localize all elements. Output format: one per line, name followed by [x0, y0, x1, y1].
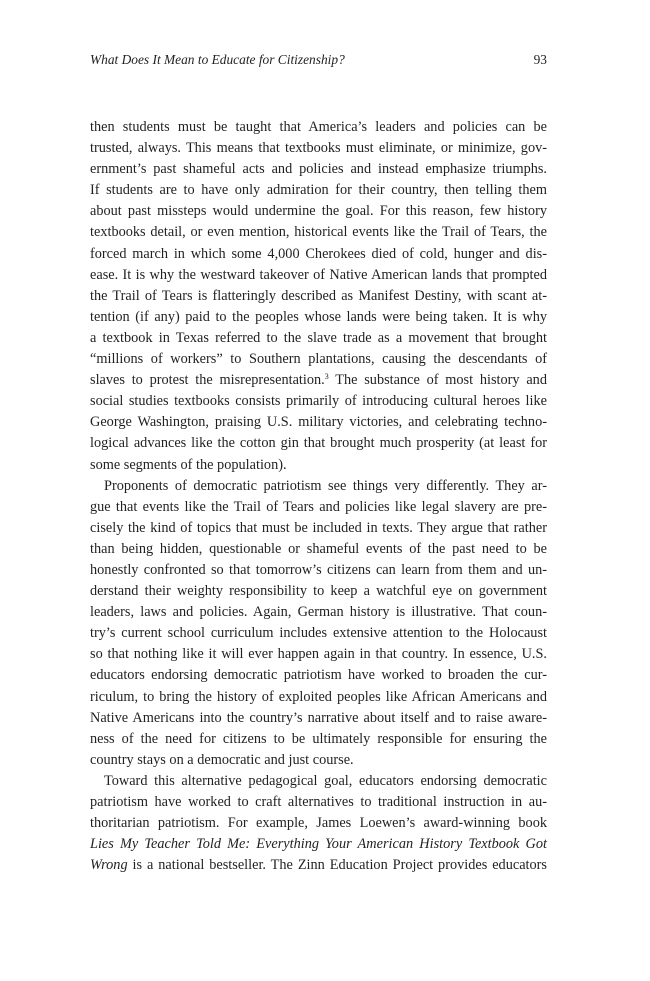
text-run: ness of the need for citizens to be ultimately responsible for ensuring the — [90, 730, 547, 747]
text-line — [90, 222, 547, 243]
running-head — [90, 50, 547, 70]
paragraph — [90, 771, 547, 876]
text-run: If students are to have only admiration for their country, then telling them — [90, 182, 547, 199]
text-line — [90, 729, 547, 750]
text-run: about past missteps would undermine the goal. For this reason, few history — [90, 203, 547, 220]
text-line — [90, 708, 547, 729]
text-line — [90, 433, 547, 454]
text-run: ease. It is why the westward takeover of Native American lands that prompted — [90, 266, 547, 283]
text-run: tention (if any) paid to the peoples whose lands were being taken. It is why — [90, 308, 547, 325]
text-run: so that nothing like it will ever happen again in that country. In essence, U.S. — [90, 646, 547, 663]
text-run: George Washington, praising U.S. military victories, and celebrating techno- — [90, 414, 547, 431]
body-text — [90, 117, 547, 876]
paragraph — [90, 476, 547, 771]
footnote-marker: 3 — [324, 372, 329, 382]
text-run: Proponents of democratic patriotism see things very differently. They ar- — [104, 477, 547, 494]
text-line — [90, 159, 547, 180]
text-run: than being hidden, questionable or shameful events of the past need to be — [90, 540, 547, 557]
text-line — [90, 539, 547, 560]
text-line — [90, 855, 547, 876]
text-run: ernment’s past shameful acts and policies and instead emphasize triumphs. — [90, 161, 547, 178]
text-run: leaders, laws and policies. Again, German history is illustrative. That coun- — [90, 604, 547, 621]
text-line — [90, 412, 547, 433]
text-line — [90, 665, 547, 686]
text-line — [90, 792, 547, 813]
text-line — [90, 328, 547, 349]
text-run: try’s current school curriculum includes extensive attention to the Holocaust — [90, 625, 547, 642]
text-line — [90, 813, 547, 834]
text-run: country stays on a democratic and just course. — [90, 751, 354, 768]
text-run: riculum, to bring the history of exploited peoples like African Americans and — [90, 688, 547, 705]
text-line — [90, 834, 547, 855]
text-line — [90, 244, 547, 265]
text-line — [90, 286, 547, 307]
text-run: gue that events like the Trail of Tears and policies like legal slavery are pre- — [90, 498, 547, 515]
text-run: forced march in which some 4,000 Cherokees died of cold, hunger and dis- — [90, 245, 547, 262]
text-line — [90, 518, 547, 539]
text-line — [90, 265, 547, 286]
text-line — [90, 476, 547, 497]
text-line — [90, 349, 547, 370]
text-line — [90, 370, 547, 391]
text-line — [90, 687, 547, 708]
text-line — [90, 391, 547, 412]
text-run: trusted, always. This means that textbooks must eliminate, or minimize, gov- — [90, 140, 547, 157]
text-run: derstand their weighty responsibility to keep a watchful eye on government — [90, 583, 547, 600]
text-run: The substance of most history and — [328, 372, 547, 389]
text-line — [90, 201, 547, 222]
text-run: thoritarian patriotism. For example, James Loewen’s award-winning book — [90, 815, 547, 832]
text-line — [90, 644, 547, 665]
italic-title: Lies My Teacher Told Me: Everything Your American History Textbook Got — [90, 836, 547, 853]
text-run: the Trail of Tears is flatteringly described as Manifest Destiny, with scant at- — [90, 287, 547, 304]
text-line — [90, 581, 547, 602]
text-run: slaves to protest the misrepresentation. — [90, 372, 325, 389]
text-run: cisely the kind of topics that must be included in texts. They argue that rather — [90, 519, 547, 536]
text-run: some segments of the population). — [90, 456, 287, 473]
text-run: Native Americans into the country’s narrative about itself and to raise aware- — [90, 709, 547, 726]
text-run: social studies textbooks consists primarily of introducing cultural heroes like — [90, 393, 547, 410]
text-run: a textbook in Texas referred to the slave trade as a movement that brought — [90, 329, 547, 346]
text-line — [90, 307, 547, 328]
text-line — [90, 623, 547, 644]
text-line — [90, 497, 547, 518]
text-line — [90, 750, 547, 771]
page-number: 93 — [533, 52, 547, 67]
text-run: then students must be taught that America’s leaders and policies can be — [90, 119, 547, 135]
running-head-title: What Does It Mean to Educate for Citizenship? — [90, 52, 345, 67]
text-line — [90, 602, 547, 623]
text-line — [90, 560, 547, 581]
text-line — [90, 180, 547, 201]
text-line — [90, 771, 547, 792]
text-run: is a national bestseller. The Zinn Education Project provides educators — [127, 857, 547, 874]
text-run: “millions of workers” to Southern plantations, causing the descendants of — [90, 351, 547, 368]
text-line — [90, 138, 547, 159]
text-run: patriotism have worked to craft alternatives to traditional instruction in au- — [90, 794, 547, 810]
text-run: logical advances like the cotton gin that brought much prosperity (at least for — [90, 435, 547, 452]
text-run: Toward this alternative pedagogical goal, educators endorsing democratic — [104, 772, 547, 789]
text-run: textbooks detail, or even mention, historical events like the Trail of Tears, the — [90, 224, 547, 241]
text-run: honestly confronted so that tomorrow’s citizens can learn from them and un- — [90, 561, 547, 578]
paragraph — [90, 117, 547, 476]
text-line — [90, 117, 547, 138]
text-run: educators endorsing democratic patriotism have worked to broaden the cur- — [90, 667, 547, 684]
text-line — [90, 455, 547, 476]
italic-title: Wrong — [90, 857, 128, 874]
